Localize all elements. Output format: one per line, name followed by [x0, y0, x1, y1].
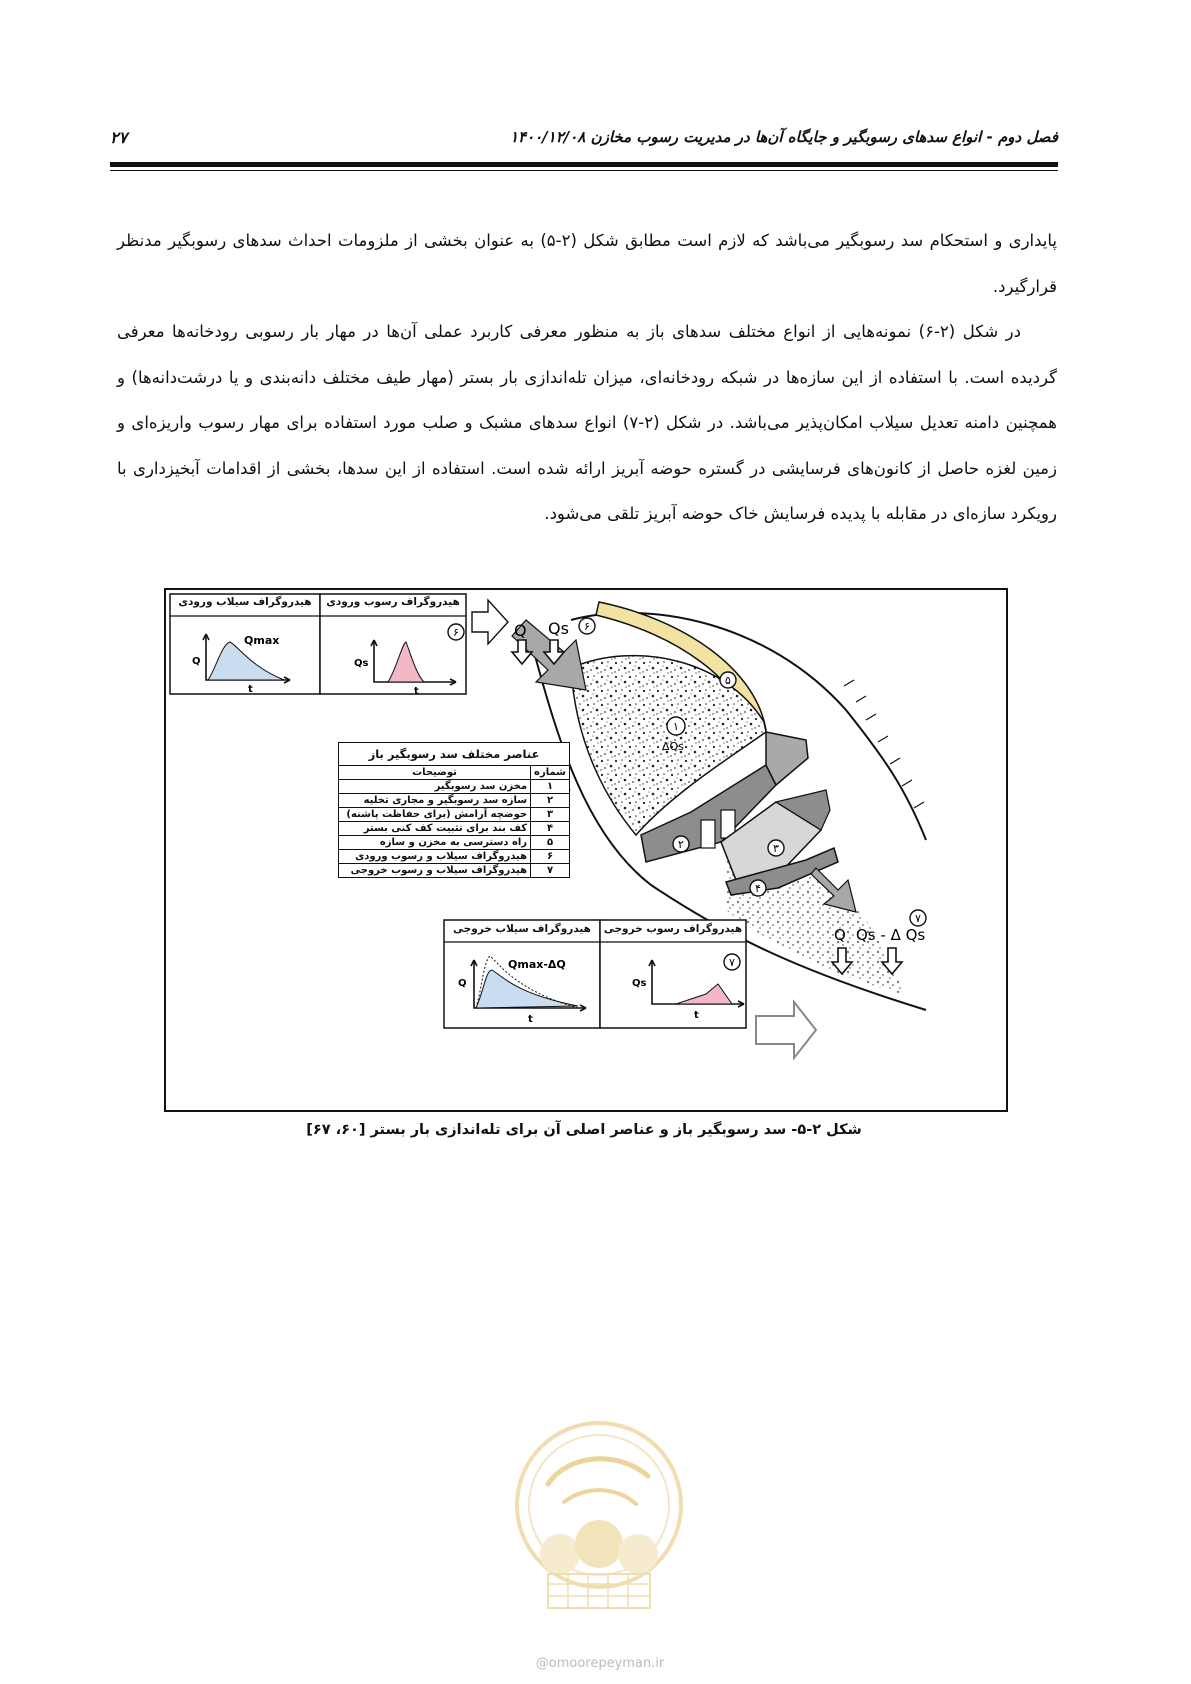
- paragraph: در شکل (۲-۶) نمونه‌هایی از انواع مختلف سدهای باز به منظور معرفی کاربرد عملی آن‌ها در مهار بار رسوبی رودخانه‌ها معرفی گردیده است. با استفاده از این سازه‌ها در شبکه رودخانه‌ای، میزان تله‌اندازی بار بستر (مهار طیف مختلف دانه‌بندی و یا درشت‌دانه‌ها) و همچنین دامنه تعدیل سیلاب امکان‌پذیر می‌باشد. در شکل (۲-۷) انواع سدهای مشبک و صلب مورد استفاده برای مهار رسوب واریزه‌ای و زمین لغزه حاصل از کانون‌های فرسایشی در گستره حوضه آبریز ارائه شده است. استفاده از این سدها، بخشی از اقدامات آبخیزداری با رویکرد سازه‌ای در مقابله با پدیده فرسایش خاک حوضه آبریز تلقی می‌شود.: [117, 322, 1057, 523]
- figure-drawing: [166, 590, 1006, 1110]
- header-rule-thick: [110, 162, 1058, 167]
- inflow-sediment-title: هیدروگراف رسوب ورودی: [326, 596, 460, 608]
- circle-2-text: ۲: [678, 838, 684, 851]
- hill-hatching: [844, 680, 924, 808]
- label-Q-ax1: Q: [192, 656, 201, 667]
- paragraph: پایداری و استحکام سد رسوبگیر می‌باشد که لازم است مطابق شکل (۲-۵) به عنوان بخشی از ملزومات احداث سدهای رسوبگیر مدنظر قرارگیرد.: [117, 231, 1057, 296]
- circle-3-text: ۳: [773, 842, 779, 855]
- label-Q-in: Q: [514, 621, 527, 640]
- label-dQs: ΔQs: [662, 740, 684, 753]
- table-caption: عناصر مختلف سد رسوبگیر باز: [339, 743, 570, 766]
- label-Qmax: Qmax: [244, 634, 280, 647]
- table-row: ۷ هیدروگراف سیلاب و رسوب خروجی: [339, 864, 570, 878]
- outflow-flood-title: هیدروگراف سیلاب خروجی: [453, 923, 591, 935]
- label-t-ax4: t: [694, 1010, 699, 1021]
- watermark-logo: [508, 1414, 690, 1644]
- label-Qs-minus: Qs - Δ Qs: [856, 926, 926, 944]
- label-t-ax2: t: [414, 686, 419, 697]
- circle-7-text: ۷: [915, 912, 921, 925]
- inflow-flood-title: هیدروگراف سیلاب ورودی: [178, 596, 312, 608]
- table-row: ۲ سازه سد رسوبگیر و مجاری تخلیه: [339, 794, 570, 808]
- label-Q-out: Q: [834, 926, 846, 944]
- circle-6-text: ۶: [584, 620, 590, 633]
- figure-open-check-dam: [164, 588, 1008, 1112]
- svg-text:۷: ۷: [729, 956, 735, 969]
- outflow-flood-box: [444, 920, 600, 1028]
- dam-elements-table: [338, 742, 570, 878]
- col-header-num: شماره: [531, 766, 570, 780]
- label-Qs-ax2: Qs: [354, 658, 369, 669]
- label-t-ax1: t: [248, 684, 253, 695]
- flow-arrow-right: [472, 600, 508, 644]
- label-Qs-in: Qs: [548, 619, 569, 638]
- circle-5-text: ۵: [725, 674, 731, 687]
- label-t-ax3: t: [528, 1014, 533, 1025]
- outflow-sediment-box: [600, 920, 746, 1028]
- col-header-desc: توضیحات: [339, 766, 531, 780]
- page-number: ۲۷: [110, 128, 128, 147]
- body-text: [117, 218, 1057, 537]
- label-Q-ax3: Q: [458, 978, 467, 989]
- running-header: [110, 128, 1058, 152]
- header-rule-thin: [110, 170, 1058, 171]
- table-row: ۳ حوضچه آرامش (برای حفاظت پاشنه): [339, 808, 570, 822]
- chapter-title: فصل دوم - انواع سدهای رسوبگیر و جایگاه آن‌ها در مدیریت رسوب مخازن ۱۴۰۰/۱۲/۰۸: [509, 128, 1058, 146]
- svg-text:۶: ۶: [453, 626, 459, 639]
- outflow-sediment-title: هیدروگراف رسوب خروجی: [603, 923, 743, 935]
- circle-1-text: ۱: [673, 720, 679, 733]
- outflow-big-arrow: [756, 1002, 816, 1058]
- label-Qmax-minus: Qmax-ΔQ: [508, 958, 566, 971]
- circle-4-text: ۴: [755, 882, 761, 895]
- table-row: ۱ مخزن سد رسوبگیر: [339, 780, 570, 794]
- table-row: ۴ کف بند برای تثبیت کف کنی بستر: [339, 822, 570, 836]
- label-Qs-ax4: Qs: [632, 978, 647, 989]
- figure-caption: شکل ۲-۵- سد رسوبگیر باز و عناصر اصلی آن برای تله‌اندازی بار بستر [۶۰، ۶۷]: [306, 1122, 862, 1138]
- watermark-site: @omoorepeyman.ir: [535, 1656, 665, 1671]
- outlet-opening: [701, 820, 715, 848]
- table-row: ۶ هیدروگراف سیلاب و رسوب ورودی: [339, 850, 570, 864]
- table-row: ۵ راه دسترسی به مخزن و سازه: [339, 836, 570, 850]
- dam-wing: [766, 732, 808, 785]
